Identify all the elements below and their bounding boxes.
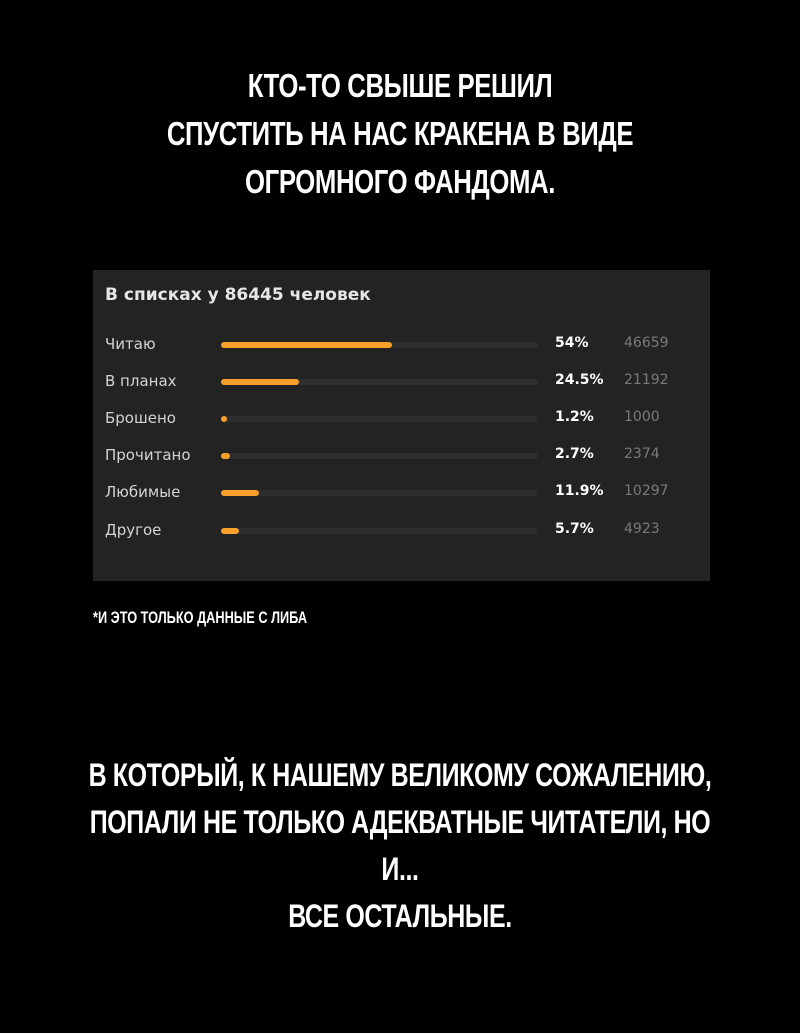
caption-line: КТО-ТО СВЫШЕ РЕШИЛ xyxy=(247,67,553,104)
progress-fill xyxy=(221,490,259,496)
row-count: 10297 xyxy=(624,483,669,499)
stats-row-completed xyxy=(93,444,710,468)
stats-row-reading xyxy=(93,333,710,357)
progress-track xyxy=(221,342,538,348)
caption-line: В КОТОРЫЙ, К НАШЕМУ ВЕЛИКОМУ СОЖАЛЕНИЮ, xyxy=(88,757,712,793)
row-count: 4923 xyxy=(624,521,660,537)
progress-track xyxy=(221,490,538,496)
top-caption xyxy=(88,62,712,206)
row-label: Прочитано xyxy=(105,446,191,464)
progress-track xyxy=(221,453,538,459)
row-label: Читаю xyxy=(105,335,156,353)
row-label: Любимые xyxy=(105,483,181,501)
stats-title: В списках у 86445 человек xyxy=(105,285,371,305)
row-count: 1000 xyxy=(624,409,660,425)
stats-row-favorites xyxy=(93,481,710,505)
progress-fill xyxy=(221,453,230,459)
progress-track xyxy=(221,528,538,534)
row-percent: 2.7% xyxy=(555,446,594,462)
caption-line: ВСЕ ОСТАЛЬНЫЕ. xyxy=(288,898,512,934)
row-count: 21192 xyxy=(624,372,669,388)
stats-row-other xyxy=(93,519,710,543)
progress-fill xyxy=(221,528,239,534)
row-count: 2374 xyxy=(624,446,660,462)
row-label: Другое xyxy=(105,521,162,539)
caption-line: ПОПАЛИ НЕ ТОЛЬКО АДЕКВАТНЫЕ ЧИТАТЕЛИ, НО И... xyxy=(89,804,711,887)
stats-row-dropped xyxy=(93,407,710,431)
row-label: В планах xyxy=(105,372,177,390)
progress-fill xyxy=(221,379,299,385)
row-percent: 5.7% xyxy=(555,521,594,537)
progress-track xyxy=(221,416,538,422)
row-percent: 1.2% xyxy=(555,409,594,425)
reading-lists-stats-panel xyxy=(93,270,710,581)
caption-line: СПУСТИТЬ НА НАС КРАКЕНА В ВИДЕ xyxy=(166,115,634,152)
progress-fill xyxy=(221,342,392,348)
footnote: *И ЭТО ТОЛЬКО ДАННЫЕ С ЛИБА xyxy=(93,608,308,627)
row-label: Брошено xyxy=(105,409,176,427)
progress-fill xyxy=(221,416,227,422)
stats-row-planned xyxy=(93,370,710,394)
row-count: 46659 xyxy=(624,335,669,351)
progress-track xyxy=(221,379,538,385)
row-percent: 54% xyxy=(555,335,589,351)
row-percent: 24.5% xyxy=(555,372,604,388)
caption-line: ОГРОМНОГО ФАНДОМА. xyxy=(245,163,555,200)
row-percent: 11.9% xyxy=(555,483,604,499)
bottom-caption xyxy=(88,752,712,940)
